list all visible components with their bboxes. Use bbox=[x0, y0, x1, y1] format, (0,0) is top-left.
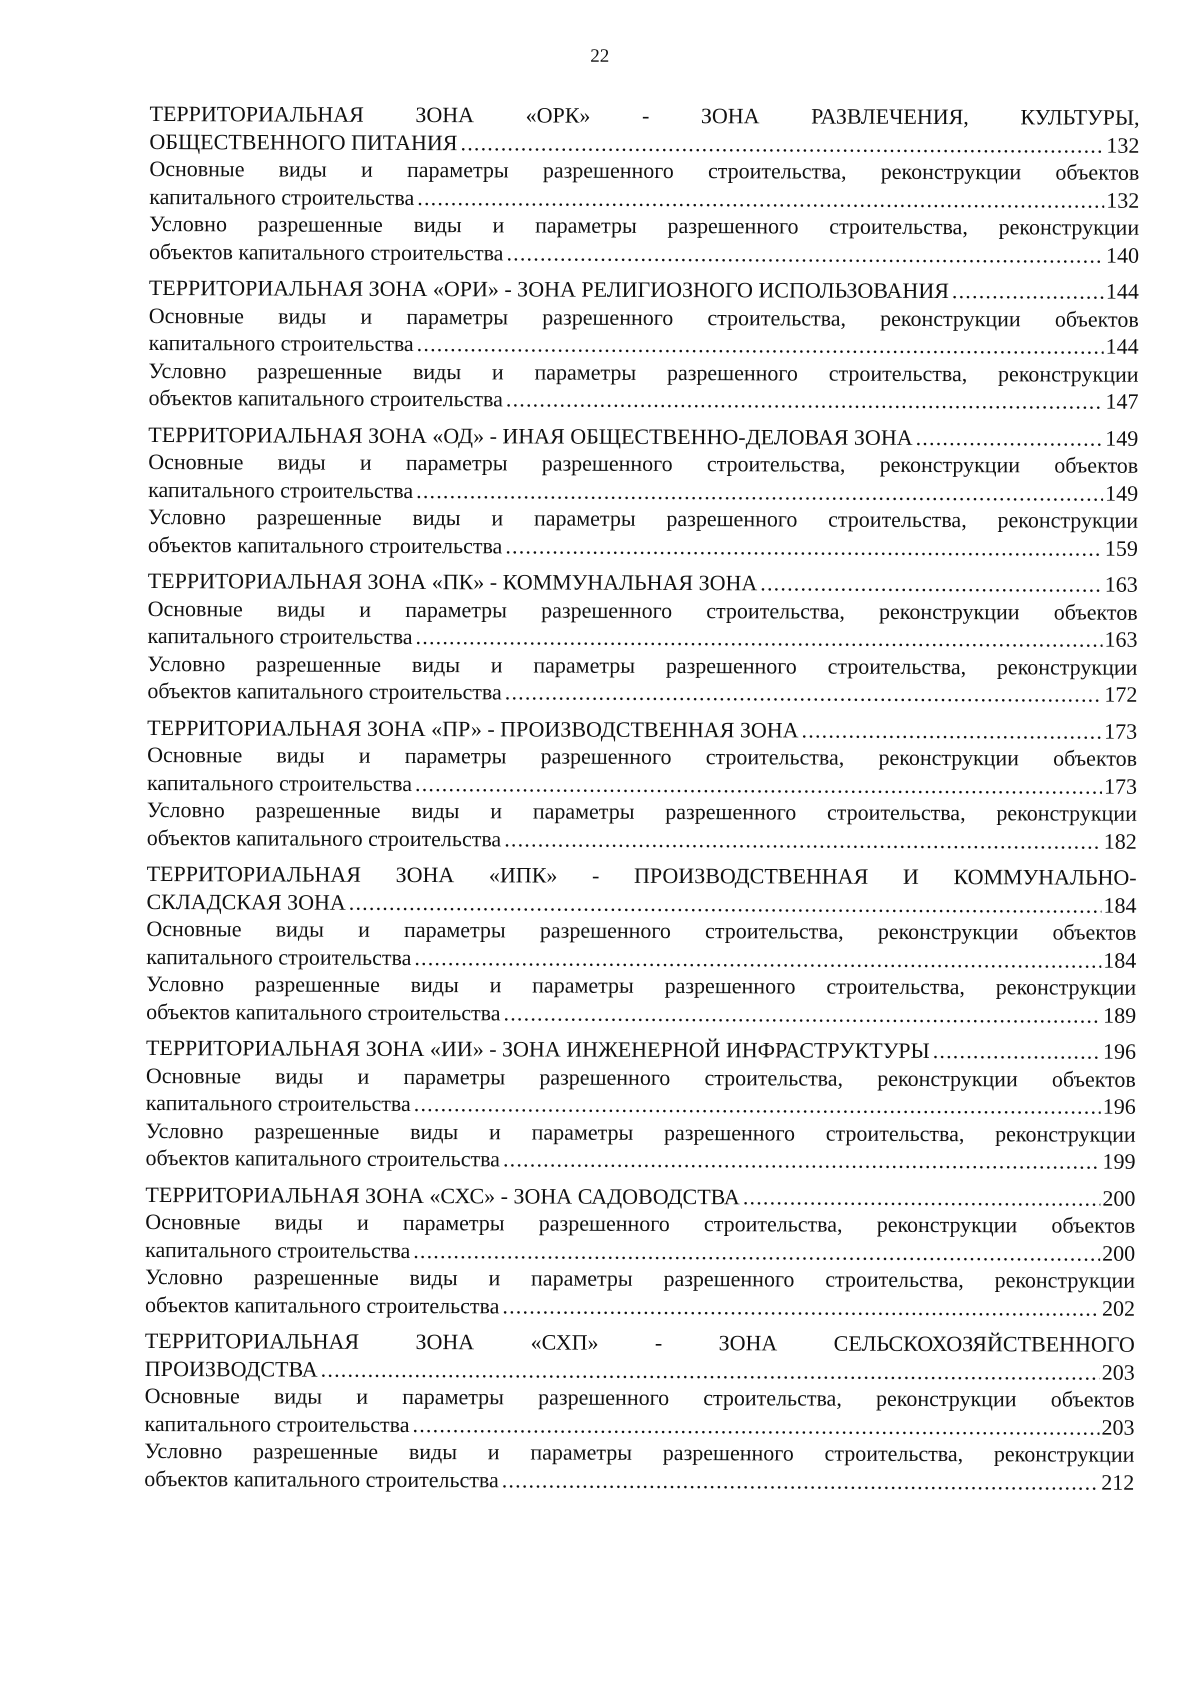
subsection-line: Основные виды и параметры разрешенного строительства, реконструкции объектов bbox=[147, 741, 1138, 771]
subsection-entry[interactable] bbox=[146, 942, 1136, 973]
subsection-entry[interactable] bbox=[145, 1290, 1135, 1321]
dot-leader bbox=[503, 999, 1101, 1029]
zone-heading-entry-text: ТЕРРИТОРИАЛЬНАЯ ЗОНА «ИИ» - ЗОНА ИНЖЕНЕРНОЙ ИНФРАСТРУКТУРЫ bbox=[145, 1034, 930, 1064]
zone-heading-entry-text: ТЕРРИТОРИАЛЬНАЯ ЗОНА «ПР» - ПРОИЗВОДСТВЕННАЯ ЗОНА bbox=[147, 714, 799, 742]
subsection-line: Условно разрешенные виды и параметры разрешенного строительства, реконструкции bbox=[146, 970, 1137, 1000]
page-ref: 173 bbox=[1103, 773, 1138, 799]
dot-leader bbox=[505, 532, 1103, 562]
page-ref: 196 bbox=[1102, 1093, 1136, 1119]
zone-heading-entry[interactable] bbox=[146, 1034, 1136, 1065]
zone-heading-line: ТЕРРИТОРИАЛЬНАЯ ЗОНА «ОРК» - ЗОНА РАЗВЛЕЧЕНИЯ, КУЛЬТУРЫ, bbox=[149, 100, 1140, 130]
subsection-line: Условно разрешенные виды и параметры разрешенного строительства, реконструкции bbox=[147, 503, 1139, 533]
subsection-entry-text: объектов капитального строительства bbox=[144, 1465, 499, 1492]
dot-leader bbox=[414, 1090, 1101, 1120]
subsection-entry[interactable] bbox=[148, 530, 1138, 561]
subsection-entry-text: объектов капитального строительства bbox=[145, 1144, 501, 1172]
page-ref: 172 bbox=[1104, 681, 1138, 707]
dot-leader bbox=[415, 770, 1102, 800]
page-ref: 184 bbox=[1103, 892, 1137, 918]
dot-leader bbox=[506, 239, 1104, 269]
subsection-entry-text: объектов капитального строительства bbox=[146, 998, 501, 1025]
zone-heading-entry[interactable] bbox=[145, 1180, 1135, 1211]
subsection-entry[interactable] bbox=[147, 823, 1137, 854]
subsection-line: Основные виды и параметры разрешенного строительства, реконструкции объектов bbox=[144, 1382, 1135, 1412]
zone-heading-entry-text: ТЕРРИТОРИАЛЬНАЯ ЗОНА «ОД» - ИНАЯ ОБЩЕСТВЕННО-ДЕЛОВАЯ ЗОНА bbox=[148, 421, 913, 450]
dot-leader bbox=[416, 623, 1103, 653]
zone-heading-line: ТЕРРИТОРИАЛЬНАЯ ЗОНА «ИПК» - ПРОИЗВОДСТВЕННАЯ И КОММУНАЛЬНО- bbox=[146, 860, 1137, 890]
zone-heading-entry-text: ПРОИЗВОДСТВА bbox=[144, 1355, 318, 1382]
dot-leader bbox=[349, 888, 1102, 918]
subsection-line: Основные виды и параметры разрешенного строительства, реконструкции объектов bbox=[146, 915, 1137, 945]
dot-leader bbox=[502, 1292, 1100, 1322]
dot-leader bbox=[802, 716, 1103, 745]
subsection-line: Основные виды и параметры разрешенного строительства, реконструкции объектов bbox=[149, 155, 1140, 185]
toc-section bbox=[148, 274, 1139, 415]
subsection-entry-text: объектов капитального строительства bbox=[148, 238, 504, 265]
subsection-entry[interactable] bbox=[146, 1089, 1136, 1120]
page-ref: 140 bbox=[1105, 242, 1140, 268]
subsection-line: Условно разрешенные виды и параметры разрешенного строительства, реконструкции bbox=[145, 1117, 1136, 1147]
subsection-line: Условно разрешенные виды и параметры разрешенного строительства, реконструкции bbox=[149, 210, 1140, 240]
zone-heading-entry[interactable] bbox=[148, 567, 1138, 598]
dot-leader bbox=[743, 1183, 1101, 1212]
page-ref: 159 bbox=[1104, 535, 1138, 561]
dot-leader bbox=[413, 1237, 1100, 1267]
page-number: 22 bbox=[590, 45, 610, 67]
subsection-line: Условно разрешенные виды и параметры разрешенного строительства, реконструкции bbox=[146, 796, 1137, 826]
toc-section bbox=[148, 420, 1139, 561]
page-ref: 203 bbox=[1101, 1414, 1135, 1440]
page-ref: 202 bbox=[1101, 1295, 1136, 1321]
zone-heading-entry-text: СКЛАДСКАЯ ЗОНА bbox=[146, 888, 346, 915]
subsection-entry-text: капитального строительства bbox=[145, 1089, 411, 1117]
dot-leader bbox=[417, 330, 1104, 360]
dot-leader bbox=[504, 825, 1102, 855]
dot-leader bbox=[413, 1411, 1100, 1441]
subsection-line: Условно разрешенные виды и параметры разрешенного строительства, реконструкции bbox=[145, 1263, 1136, 1293]
page-ref: 163 bbox=[1104, 626, 1138, 652]
zone-heading-entry-text: ОБЩЕСТВЕННОГО ПИТАНИЯ bbox=[149, 128, 458, 155]
page-ref: 189 bbox=[1103, 1002, 1137, 1028]
dot-leader bbox=[505, 678, 1103, 708]
zone-heading-entry[interactable] bbox=[149, 127, 1139, 158]
dot-leader bbox=[760, 569, 1103, 598]
subsection-entry-text: объектов капитального строительства bbox=[147, 677, 502, 705]
subsection-line: Основные виды и параметры разрешенного строительства, реконструкции объектов bbox=[148, 448, 1139, 478]
dot-leader bbox=[417, 184, 1104, 214]
subsection-entry[interactable] bbox=[146, 1144, 1136, 1175]
subsection-line: Основные виды и параметры разрешенного строительства, реконструкции объектов bbox=[145, 1208, 1136, 1238]
subsection-entry-text: объектов капитального строительства bbox=[144, 1291, 500, 1318]
page-ref: 132 bbox=[1106, 187, 1140, 213]
subsection-entry-text: капитального строительства bbox=[146, 769, 413, 796]
subsection-line: Основные виды и параметры разрешенного строительства, реконструкции объектов bbox=[147, 595, 1138, 625]
zone-heading-entry-text: ТЕРРИТОРИАЛЬНАЯ ЗОНА «СХС» - ЗОНА САДОВОДСТВА bbox=[145, 1181, 740, 1209]
document-page bbox=[143, 0, 1140, 1701]
toc-section bbox=[147, 713, 1138, 854]
zone-heading-entry[interactable] bbox=[147, 713, 1137, 744]
subsection-entry[interactable] bbox=[145, 1235, 1135, 1266]
subsection-entry-text: капитального строительства bbox=[148, 329, 414, 357]
dot-leader bbox=[503, 1145, 1101, 1175]
subsection-line: Условно разрешенные виды и параметры разрешенного строительства, реконструкции bbox=[147, 650, 1138, 680]
subsection-entry-text: объектов капитального строительства bbox=[147, 531, 503, 558]
toc-section bbox=[149, 100, 1140, 269]
dot-leader bbox=[502, 1466, 1100, 1496]
subsection-entry-text: капитального строительства bbox=[148, 476, 414, 503]
dot-leader bbox=[414, 944, 1101, 974]
subsection-entry-text: капитального строительства bbox=[144, 1410, 410, 1437]
subsection-entry[interactable] bbox=[148, 622, 1138, 653]
page-ref: 200 bbox=[1102, 1240, 1136, 1266]
page-ref: 199 bbox=[1102, 1148, 1136, 1174]
page-ref: 173 bbox=[1104, 718, 1138, 744]
zone-heading-entry[interactable] bbox=[146, 887, 1136, 918]
page-ref: 203 bbox=[1101, 1359, 1135, 1385]
subsection-entry[interactable] bbox=[149, 237, 1139, 268]
page-ref: 149 bbox=[1105, 425, 1139, 451]
page-ref: 144 bbox=[1105, 333, 1139, 359]
subsection-entry[interactable] bbox=[147, 768, 1137, 799]
subsection-entry[interactable] bbox=[144, 1409, 1134, 1440]
zone-heading-line: ТЕРРИТОРИАЛЬНАЯ ЗОНА «СХП» - ЗОНА СЕЛЬСКОХОЗЯЙСТВЕННОГО bbox=[144, 1327, 1135, 1357]
subsection-entry-text: капитального строительства bbox=[146, 943, 412, 970]
dot-leader bbox=[952, 277, 1104, 305]
page-ref: 149 bbox=[1105, 480, 1139, 506]
dot-leader bbox=[916, 423, 1104, 451]
subsection-line: Основные виды и параметры разрешенного строительства, реконструкции объектов bbox=[148, 302, 1139, 332]
subsection-entry[interactable] bbox=[148, 475, 1138, 506]
page-ref: 212 bbox=[1101, 1469, 1135, 1495]
subsection-entry[interactable] bbox=[148, 384, 1138, 415]
page-ref: 132 bbox=[1106, 132, 1140, 158]
page-ref: 184 bbox=[1103, 947, 1137, 973]
subsection-line: Основные виды и параметры разрешенного строительства, реконструкции объектов bbox=[145, 1062, 1136, 1092]
zone-heading-entry[interactable] bbox=[145, 1354, 1135, 1385]
subsection-line: Условно разрешенные виды и параметры разрешенного строительства, реконструкции bbox=[144, 1437, 1135, 1467]
table-of-contents bbox=[144, 100, 1139, 1505]
subsection-entry-text: капитального строительства bbox=[147, 622, 413, 650]
dot-leader bbox=[321, 1355, 1100, 1385]
toc-section bbox=[145, 1180, 1136, 1321]
subsection-entry[interactable] bbox=[144, 1464, 1134, 1495]
subsection-entry-text: капитального строительства bbox=[145, 1236, 411, 1263]
dot-leader bbox=[416, 477, 1103, 507]
page-ref: 147 bbox=[1105, 388, 1139, 414]
subsection-entry-text: объектов капитального строительства bbox=[148, 384, 503, 412]
page-ref: 200 bbox=[1102, 1185, 1136, 1211]
zone-heading-entry[interactable] bbox=[148, 420, 1138, 451]
toc-section bbox=[146, 860, 1137, 1029]
dot-leader bbox=[933, 1037, 1101, 1065]
subsection-entry-text: капитального строительства bbox=[149, 183, 415, 210]
dot-leader bbox=[460, 129, 1104, 159]
subsection-line: Условно разрешенные виды и параметры разрешенного строительства, реконструкции bbox=[148, 357, 1139, 387]
page-ref: 144 bbox=[1105, 278, 1139, 304]
page-ref: 163 bbox=[1104, 571, 1138, 597]
toc-section bbox=[144, 1327, 1135, 1496]
toc-section bbox=[147, 567, 1138, 708]
subsection-entry[interactable] bbox=[149, 329, 1139, 360]
subsection-entry[interactable] bbox=[149, 182, 1139, 213]
dot-leader bbox=[506, 385, 1104, 415]
subsection-entry[interactable] bbox=[146, 997, 1136, 1028]
page-ref: 196 bbox=[1102, 1038, 1137, 1064]
subsection-entry-text: объектов капитального строительства bbox=[146, 824, 502, 851]
subsection-entry[interactable] bbox=[147, 677, 1137, 708]
zone-heading-entry-text: ТЕРРИТОРИАЛЬНАЯ ЗОНА «ПК» - КОММУНАЛЬНАЯ ЗОНА bbox=[147, 567, 758, 596]
zone-heading-entry[interactable] bbox=[149, 274, 1139, 305]
page-ref: 182 bbox=[1103, 828, 1137, 854]
zone-heading-entry-text: ТЕРРИТОРИАЛЬНАЯ ЗОНА «ОРИ» - ЗОНА РЕЛИГИОЗНОГО ИСПОЛЬЗОВАНИЯ bbox=[148, 274, 949, 304]
toc-section bbox=[146, 1034, 1137, 1175]
